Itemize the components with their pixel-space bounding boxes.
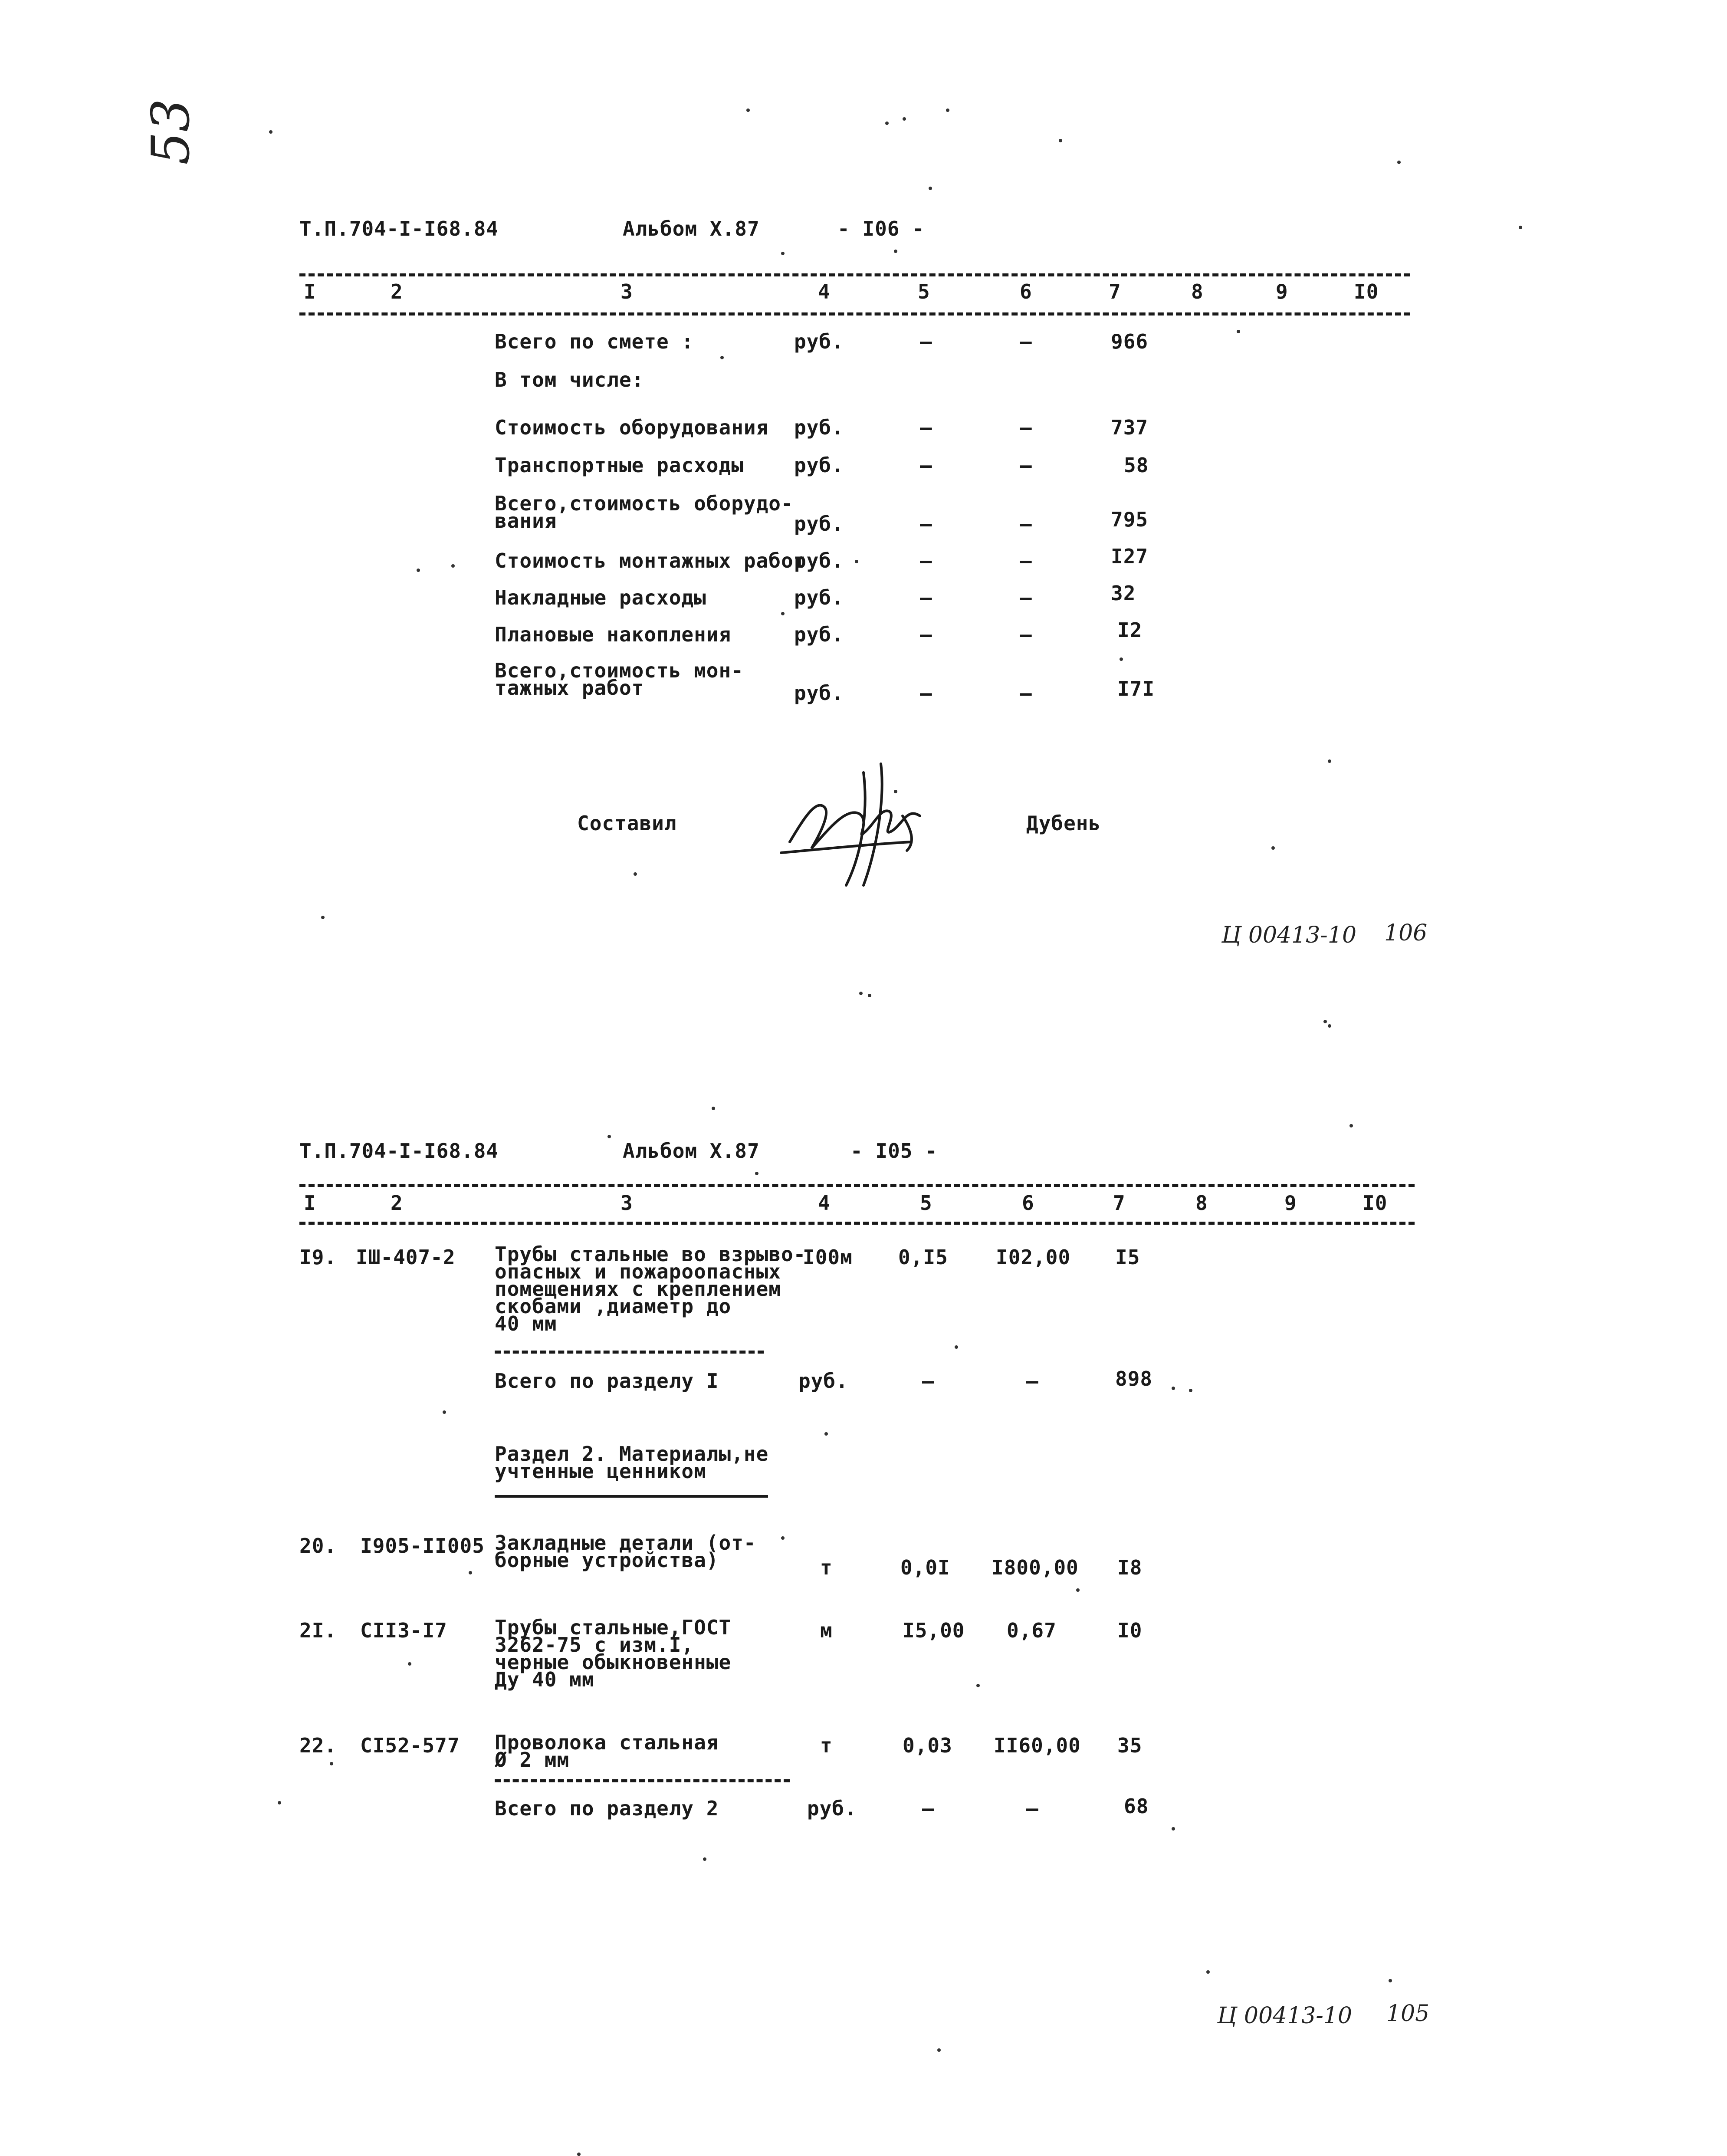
row-col6: – (1020, 549, 1032, 572)
col-9: 9 (1284, 1191, 1297, 1215)
row-unit: руб. (794, 681, 844, 705)
header-rule-bottom (299, 312, 1410, 316)
album-label: Альбом X.87 (623, 217, 760, 240)
row-unit: м (820, 1619, 833, 1642)
row-name: Всего по разделу I (495, 1369, 719, 1393)
row-col7: I8 (1117, 1556, 1143, 1579)
row-col5: – (920, 549, 932, 572)
page-label: - I06 - (837, 217, 925, 240)
row-col6: I02,00 (996, 1246, 1071, 1269)
row-col6: – (1020, 623, 1032, 646)
sheet-number: 106 (1384, 920, 1428, 946)
section-title: Раздел 2. Материалы,не учтенные ценником (495, 1442, 769, 1483)
archive-stamp: Ц 00413-10 (1217, 2003, 1353, 2029)
sheet-number: 105 (1386, 2001, 1430, 2027)
margin-page-number: 53 (141, 99, 201, 165)
row-col7: I0 (1117, 1619, 1143, 1642)
row-name: Проволока стальная Ø 2 мм (495, 1731, 719, 1771)
row-col7: 898 (1115, 1367, 1153, 1390)
row-code: СI52-577 (360, 1734, 460, 1757)
subtotal-rule (495, 1779, 790, 1782)
row-col5: 0,I5 (898, 1246, 948, 1269)
row-unit: руб. (794, 512, 844, 536)
row-unit: руб. (798, 1369, 848, 1393)
row-name: Накладные расходы (495, 586, 706, 609)
row-unit: I00м (803, 1246, 853, 1269)
col-2: 2 (391, 1191, 403, 1215)
row-col7: 32 (1111, 582, 1136, 605)
row-col7: I2 (1117, 618, 1143, 642)
col-5: 5 (918, 280, 930, 303)
header-rule-top (299, 1184, 1415, 1187)
col-8: 8 (1191, 280, 1204, 303)
row-col5: – (920, 454, 932, 477)
col-1: I (304, 280, 316, 303)
row-name: Всего,стоимость оборудо- вания (495, 492, 794, 532)
header-rule-bottom (299, 1222, 1415, 1225)
album-label: Альбом X.87 (623, 1139, 760, 1163)
row-col5: – (920, 681, 932, 705)
col-4: 4 (818, 1191, 831, 1215)
row-number: I9. (299, 1246, 337, 1269)
row-unit: т (820, 1556, 833, 1579)
col-7: 7 (1109, 280, 1121, 303)
col-4: 4 (818, 280, 831, 303)
row-col6: – (1020, 330, 1032, 353)
row-unit: руб. (794, 454, 844, 477)
row-code: I905-II005 (360, 1534, 485, 1558)
row-col5: – (922, 1369, 935, 1393)
col-10: I0 (1363, 1191, 1388, 1215)
col-9: 9 (1276, 280, 1288, 303)
row-number: 20. (299, 1534, 337, 1558)
row-col5: 0,03 (903, 1734, 952, 1757)
row-unit: руб. (794, 586, 844, 609)
subtotal-rule (495, 1351, 764, 1354)
col-1: I (304, 1191, 316, 1215)
row-name: Транспортные расходы (495, 454, 744, 477)
row-col6: – (1020, 586, 1032, 609)
row-col6: II60,00 (994, 1734, 1081, 1757)
col-5: 5 (920, 1191, 932, 1215)
row-col6: 0,67 (1007, 1619, 1057, 1642)
header-rule-top (299, 273, 1410, 276)
page-label: - I05 - (850, 1139, 938, 1163)
row-code: СII3-I7 (360, 1619, 447, 1642)
row-col5: – (920, 623, 932, 646)
row-col7: 795 (1111, 508, 1149, 531)
row-col7: 737 (1111, 416, 1149, 439)
col-7: 7 (1113, 1191, 1126, 1215)
row-col7: I5 (1115, 1246, 1140, 1269)
row-col6: – (1020, 454, 1032, 477)
row-col7: 68 (1124, 1794, 1149, 1818)
row-name: В том числе: (495, 368, 644, 391)
compiler-name: Дубень (1026, 812, 1101, 835)
row-name: Стоимость монтажных работ (495, 549, 806, 572)
row-name: Всего по смете : (495, 330, 694, 353)
row-col5: – (920, 586, 932, 609)
col-2: 2 (391, 280, 403, 303)
row-col6: – (1026, 1369, 1039, 1393)
row-col6: – (1026, 1797, 1039, 1820)
row-number: 22. (299, 1734, 337, 1757)
archive-stamp: Ц 00413-10 (1221, 922, 1357, 948)
row-col7: 35 (1117, 1734, 1143, 1757)
row-col5: I5,00 (903, 1619, 965, 1642)
row-col6: I800,00 (992, 1556, 1079, 1579)
row-col7: 58 (1124, 454, 1149, 477)
row-unit: руб. (794, 549, 844, 572)
col-3: 3 (621, 1191, 633, 1215)
row-name: Всего по разделу 2 (495, 1797, 719, 1820)
row-col6: – (1020, 512, 1032, 536)
row-unit: т (820, 1734, 833, 1757)
row-name: Плановые накопления (495, 623, 732, 646)
row-col5: – (920, 416, 932, 439)
row-col6: – (1020, 416, 1032, 439)
row-col7: I7I (1117, 677, 1155, 700)
col-10: I0 (1354, 280, 1379, 303)
row-unit: руб. (794, 330, 844, 353)
col-8: 8 (1195, 1191, 1208, 1215)
row-col6: – (1020, 681, 1032, 705)
col-3: 3 (621, 280, 633, 303)
doc-code: Т.П.704-I-I68.84 (299, 1139, 499, 1163)
row-name: Трубы стальные,ГОСТ 3262-75 с изм.I, черные обыкновенные Ду 40 мм (495, 1616, 732, 1691)
row-unit: руб. (794, 623, 844, 646)
section-underline (495, 1495, 768, 1498)
row-col5: – (920, 330, 932, 353)
row-col7: I27 (1111, 545, 1149, 568)
row-name: Всего,стоимость мон- тажных работ (495, 659, 744, 700)
signature-image (777, 755, 933, 894)
row-code: IШ-407-2 (356, 1246, 456, 1269)
row-number: 2I. (299, 1619, 337, 1642)
compiled-by-label: Составил (577, 812, 677, 835)
row-col5: – (920, 512, 932, 536)
row-col5: – (922, 1797, 935, 1820)
col-6: 6 (1022, 1191, 1034, 1215)
row-name: Закладные детали (от- борные устройства) (495, 1531, 756, 1572)
row-col5: 0,0I (900, 1556, 950, 1579)
row-name: Стоимость оборудования (495, 416, 769, 439)
row-unit: руб. (807, 1797, 857, 1820)
doc-code: Т.П.704-I-I68.84 (299, 217, 499, 240)
row-unit: руб. (794, 416, 844, 439)
row-col7: 966 (1111, 330, 1149, 353)
row-name: Трубы стальные во взрыво- опасных и пожароопасных помещениях с креплением скобами ,диаметр до 40 мм (495, 1242, 806, 1335)
col-6: 6 (1020, 280, 1032, 303)
